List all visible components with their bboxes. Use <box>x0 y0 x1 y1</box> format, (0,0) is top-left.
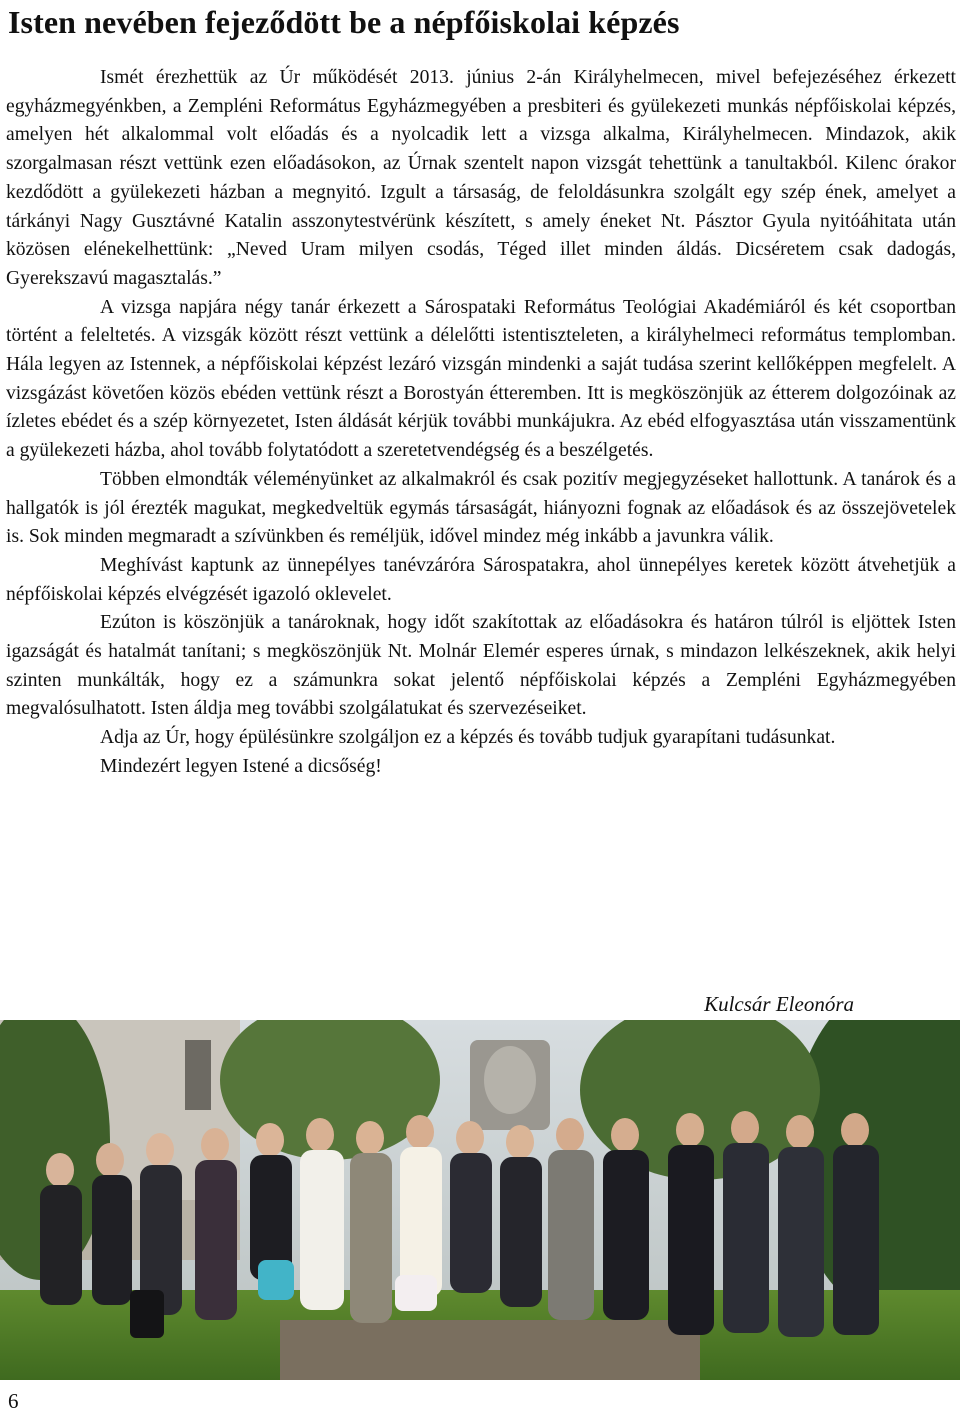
handbag-black <box>130 1290 164 1338</box>
page-number: 6 <box>8 1389 19 1413</box>
handbag-turquoise <box>258 1260 294 1300</box>
path <box>280 1320 700 1380</box>
article-title: Isten nevében fejeződött be a népfőiskolai képzés <box>8 4 680 40</box>
paragraph-7: Mindezért legyen Istené a dicsőség! <box>100 755 382 777</box>
paragraph-1: Ismét érezhettük az Úr működését 2013. június 2-án Királyhelmecen, mivel befejezéséhez érkezett egyházmegyénkben, a Zempléni Református Egyházmegyében a presbiteri és gyülekezeti munkás népfőiskolai képzés, amelyen hét alkalommal volt előadás és a nyolcadik lett a vizsga alkalma, Királyhelmecen. Mindazok, akik szorgalmasan részt vettünk ezen előadásokon, az Úrnak szentelt napon vizsgát tehettünk a tanultakból. Kilenc órakor kezdődött a gyülekezeti házban a megnyitó. Izgult a társaság, de feloldásunkra szolgált egy szép ének, amelyet a tárkányi Nagy Gusztávné Katalin asszonytestvérünk készített, s amely éneket Nt. Pásztor Gyula nyitóáhitata után közösen elénekelhettünk: „Neved Uram milyen csodás, Téged illet minden áldás. Dicséretem csak dadogás, Gyerekszavú magasztalás.” <box>6 67 956 289</box>
handbag-white <box>395 1275 437 1311</box>
monument-face <box>484 1046 536 1114</box>
author-signature: Kulcsár Eleonóra <box>704 992 854 1016</box>
paragraph-5: Ezúton is köszönjük a tanároknak, hogy időt szakítottak az előadásokra és határon túlról is eljöttek Isten igazságát és hatalmát tanítani; s megköszönjük Nt. Molnár Elemér esperes úrnak, s mindazon lelkészeknek, akik helyi szinten munkálták, hogy ez a számunkra sokat jelentő népfőiskolai képzés a Zempléni Egyházmegyében megvalósulhatott. Isten áldja meg további szolgálatukat és szervezéseiket. <box>6 612 956 720</box>
paragraph-4: Meghívást kaptunk az ünnepélyes tanévzáróra Sárospatakra, ahol ünnepélyes keretek között átvehetjük a népfőiskolai képzés elvégzését igazoló oklevelet. <box>6 554 956 605</box>
article-body <box>6 64 956 782</box>
paragraph-6: Adja az Úr, hogy épülésünkre szolgáljon ez a képzés és tovább tudjuk gyarapítani tudásunkat. <box>100 727 836 749</box>
group-photo <box>0 1020 960 1380</box>
paragraph-3: Többen elmondták véleményünket az alkalmakról és csak pozitív megjegyzéseket hallottunk. A tanárok és a hallgatók is jól érezték magukat, megkedveltük egymás társaságát, hiányozni fognak az előadások és az összejövetelek is. Sok minden megmaradt a szívünkben és reméljük, idővel mindez még inkább a javunkra válik. <box>6 468 956 548</box>
paragraph-2: A vizsga napjára négy tanár érkezett a Sárospataki Református Teológiai Akadémiáról és két csoportban történt a feleltetés. A vizsgák között részt vettünk a délelőtti istentiszteleten, a királyhelmeci református templomban. Hála legyen az Istennek, a népfőiskolai képzést lezáró vizsgán mindenki a saját tudása szerint kellőképpen megfelelt. A vizsgázást követően közös ebéden vettünk részt a Borostyán étteremben. Itt is megköszönjük az étterem dolgozóinak az ízletes ebédet és a szép környezetet, Isten áldását kérjük további munkájukra. Az ebéd elfogyasztása után visszamentünk a gyülekezeti házba, ahol tovább folytatódott a szeretetvendégség és a beszélgetés. <box>6 296 956 462</box>
church-window <box>185 1040 211 1110</box>
